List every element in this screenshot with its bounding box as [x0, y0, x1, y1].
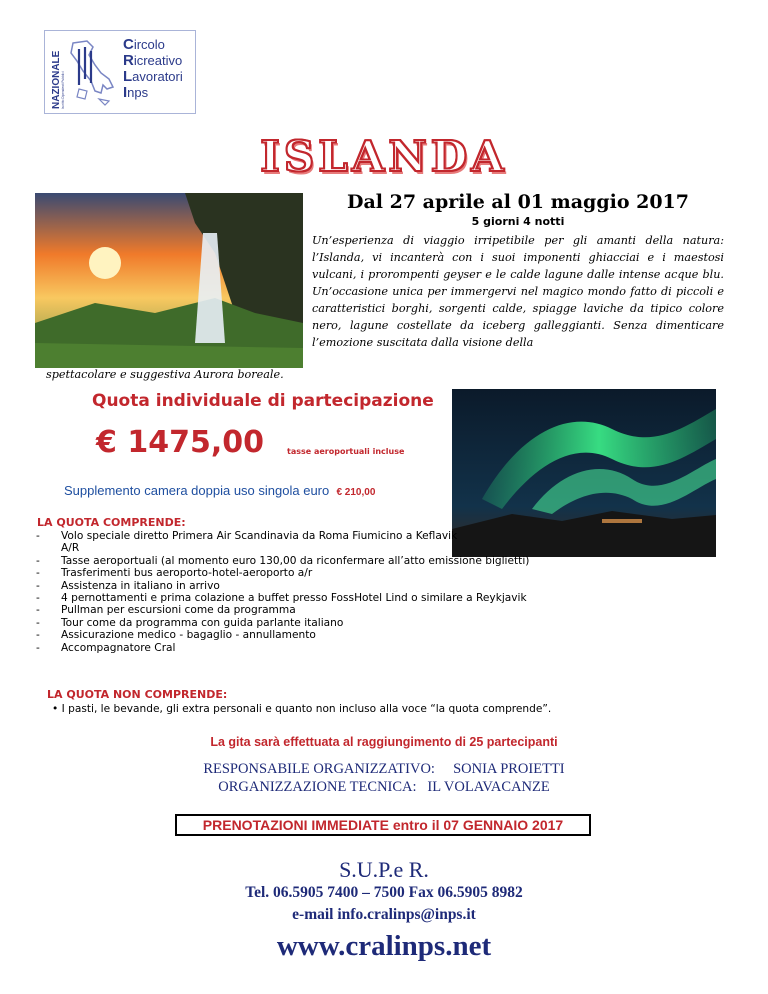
list-item: - Tasse aeroportuali (al momento euro 130,00 da riconfermare all’atto emissione biglietti): [36, 555, 636, 567]
supplement-line: Supplemento camera doppia uso singola euro € 210,00: [64, 483, 376, 498]
list-item: - Pullman per escursioni come da programma: [36, 604, 636, 616]
trip-dates: Dal 27 aprile al 01 maggio 2017: [347, 191, 689, 213]
includes-heading: LA QUOTA COMPRENDE:: [37, 516, 186, 529]
waterfall-photo: [35, 193, 303, 368]
price: € 1475,00: [96, 425, 264, 460]
list-item: - Assicurazione medico - bagaglio - annullamento: [36, 629, 636, 641]
list-item: - Tour come da programma con guida parlante italiano: [36, 617, 636, 629]
cral-logo: [44, 30, 196, 114]
italy-map-icon: [65, 39, 117, 109]
trip-duration: 5 giorni 4 notti: [471, 215, 565, 228]
price-note: tasse aeroportuali incluse: [287, 447, 405, 456]
list-item: - Trasferimenti bus aeroporto-hotel-aeroporto a/r: [36, 567, 636, 579]
org-responsible: RESPONSABILE ORGANIZZATIVO: SONIA PROIETTI: [203, 761, 565, 777]
list-item: - Assistenza in italiano in arrivo: [36, 580, 636, 592]
website-link[interactable]: www.cralinps.net: [276, 930, 492, 962]
page-title: ISLANDA: [260, 132, 508, 181]
list-item: - Accompagnatore Cral: [36, 642, 636, 654]
organization-info: [0, 760, 768, 796]
supplement-value: € 210,00: [336, 487, 376, 498]
quota-heading: Quota individuale di partecipazione: [92, 391, 434, 411]
list-item: - 4 pernottamenti e prima colazione a buffet presso FossHotel Lind o similare a Reykjavik: [36, 592, 636, 604]
includes-list: [36, 530, 636, 654]
org-technical: ORGANIZZAZIONE TECNICA: IL VOLAVACANZE: [218, 779, 550, 795]
excludes-heading: LA QUOTA NON COMPRENDE:: [47, 688, 228, 701]
organizer-name: S.U.P.e R.: [339, 857, 429, 882]
list-item: - Volo speciale diretto Primera Air Scandinavia da Roma Fiumicino a Keflavik A/R: [36, 530, 466, 555]
phone-fax: Tel. 06.5905 7400 – 7500 Fax 06.5905 8982: [245, 884, 523, 901]
logo-vertical-label: [47, 33, 65, 111]
excludes-item: • I pasti, le bevande, gli extra personali e quanto non incluso alla voce “la quota comprende”.: [52, 703, 552, 715]
booking-notice: PRENOTAZIONI IMMEDIATE entro il 07 GENNAIO 2017: [175, 814, 591, 836]
logo-words: Circolo Ricreativo Lavoratori Inps: [123, 36, 183, 101]
svg-text:NAZIONALE: NAZIONALE: [51, 50, 62, 109]
svg-text:Iscritto Dipendenti Pubblici: Iscritto Dipendenti Pubblici: [61, 71, 65, 109]
min-participants-note: La gita sarà effettuata al raggiungimento di 25 partecipanti: [210, 735, 558, 749]
email-address[interactable]: e-mail info.cralinps@inps.it: [292, 906, 476, 923]
intro-text-end: spettacolare e suggestiva Aurora boreale.: [46, 368, 284, 381]
intro-text: Un’esperienza di viaggio irripetibile per gli amanti della natura: l’Islanda, vi incanterà con i suoi imponenti ghiacciai e i maestosi vulcani, i prorompenti geyser e le calde lagune dalle intense acque blu. Un’occasione unica per immergervi nel magico mondo fatto di piccoli e caratteristici borghi, sorgenti calde, spiagge laviche da tipico colore nero, lagune costellate da iceberg galleggianti. Senza dimenticare l’emozione suscitata dalla visione della: [312, 234, 724, 349]
